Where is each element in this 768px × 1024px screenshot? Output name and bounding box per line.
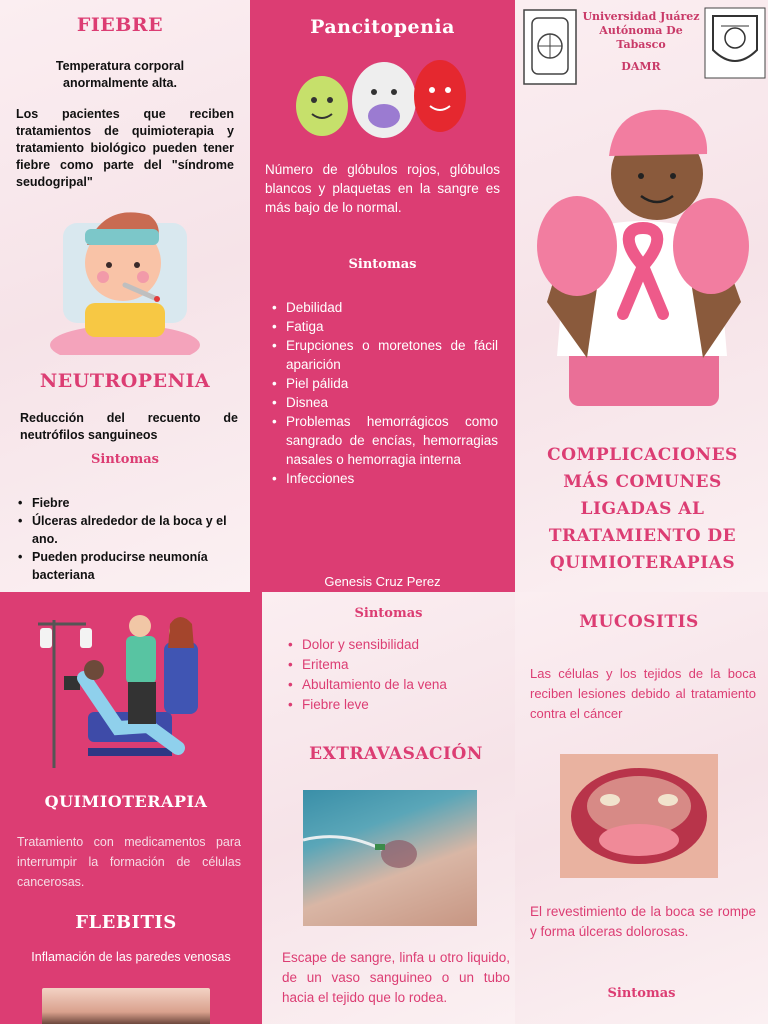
list-item: • Fatiga xyxy=(270,317,498,336)
panel-cover xyxy=(515,0,768,592)
university-name: Universidad Juárez Autónoma De Tabasco xyxy=(582,10,700,51)
neutropenia-symptoms-list xyxy=(16,494,242,584)
extravasacion-photo xyxy=(303,790,477,926)
university-logo xyxy=(522,8,578,86)
list-item: • Dolor y sensibilidad xyxy=(286,635,510,655)
neutropenia-symptoms-label: Sintomas xyxy=(91,452,159,467)
mucositis-title: MUCOSITIS xyxy=(579,612,699,632)
panel-pancitopenia xyxy=(250,0,515,592)
list-item: • Abultamiento de la vena xyxy=(286,675,510,695)
flebitis-photo xyxy=(42,988,210,1024)
list-item: • Pueden producirse neumonía bacteriana xyxy=(16,548,242,584)
pancitopenia-symptoms-label: Sintomas xyxy=(348,257,417,272)
flebitis-symptoms-label: Sintomas xyxy=(354,606,423,621)
list-item: • Infecciones xyxy=(270,469,498,488)
list-item: • Piel pálida xyxy=(270,374,498,393)
neutropenia-text: Reducción del recuento de neutrófilos sanguineos xyxy=(20,411,238,442)
flebitis-symptoms-list xyxy=(286,635,510,715)
boxer-ribbon-illustration xyxy=(527,96,757,410)
panel-quimioterapia xyxy=(0,592,262,1024)
division-name: DAMR xyxy=(621,60,661,73)
blood-cells-illustration xyxy=(292,50,472,146)
mucositis-text-2: El revestimiento de la boca se rompe y forma úlceras dolorosas. xyxy=(530,904,756,939)
mucositis-text-1: Las células y los tejidos de la boca reciben lesiones debido al tratamiento contra el cáncer xyxy=(530,666,756,721)
mucositis-photo xyxy=(560,754,718,878)
quimioterapia-title: QUIMIOTERAPIA xyxy=(44,792,208,811)
list-item: • Eritema xyxy=(286,655,510,675)
list-item: • Disnea xyxy=(270,393,498,412)
flebitis-text: Inflamación de las paredes venosas xyxy=(31,950,231,964)
extravasacion-text: Escape de sangre, linfa u otro liquido, de un vaso sanguineo o un tubo hacia el tejido que lo rodea. xyxy=(282,950,510,1005)
cover-title: COMPLICACIONES MÁS COMUNES LIGADAS AL TRATAMIENTO DE QUIMIOTERAPIAS xyxy=(547,445,738,573)
list-item: • Erupciones o moretones de fácil aparición xyxy=(270,336,498,374)
fiebre-title: FIEBRE xyxy=(76,14,164,36)
list-item: • Úlceras alrededor de la boca y el ano. xyxy=(16,512,242,548)
extravasacion-title: EXTRAVASACIÓN xyxy=(309,744,483,764)
neutropenia-title: NEUTROPENIA xyxy=(39,370,211,392)
panel-mucositis xyxy=(515,592,768,1024)
quimioterapia-text: Tratamiento con medicamentos para interrumpir la formación de células cancerosas. xyxy=(17,835,241,889)
fiebre-text: Los pacientes que reciben tratamientos de quimioterapia y tratamiento biológico pueden tener fiebre como parte del "síndrome seudogripal" xyxy=(16,107,234,189)
list-item: • Fiebre leve xyxy=(286,695,510,715)
chemotherapy-illustration xyxy=(28,608,228,772)
pancitopenia-title: Pancitopenia xyxy=(310,16,455,38)
flebitis-title: FLEBITIS xyxy=(75,912,177,933)
division-logo xyxy=(703,6,767,80)
pancitopenia-text: Número de glóbulos rojos, glóbulos blancos y plaquetas en la sangre es más bajo de lo normal. xyxy=(265,162,500,215)
author-name: Genesis Cruz Perez xyxy=(324,574,441,589)
list-item: • Debilidad xyxy=(270,298,498,317)
fiebre-subtitle: Temperatura corporal anormalmente alta. xyxy=(55,59,185,90)
sick-child-illustration xyxy=(45,195,205,355)
panel-fiebre xyxy=(0,0,250,592)
mucositis-symptoms-label: Sintomas xyxy=(607,986,676,1001)
list-item: • Fiebre xyxy=(16,494,242,512)
pancitopenia-symptoms-list xyxy=(270,298,498,488)
panel-extravasacion xyxy=(262,592,515,1024)
list-item: • Problemas hemorrágicos como sangrado de encías, hemorragias nasales o hemorragia interna xyxy=(270,412,498,469)
